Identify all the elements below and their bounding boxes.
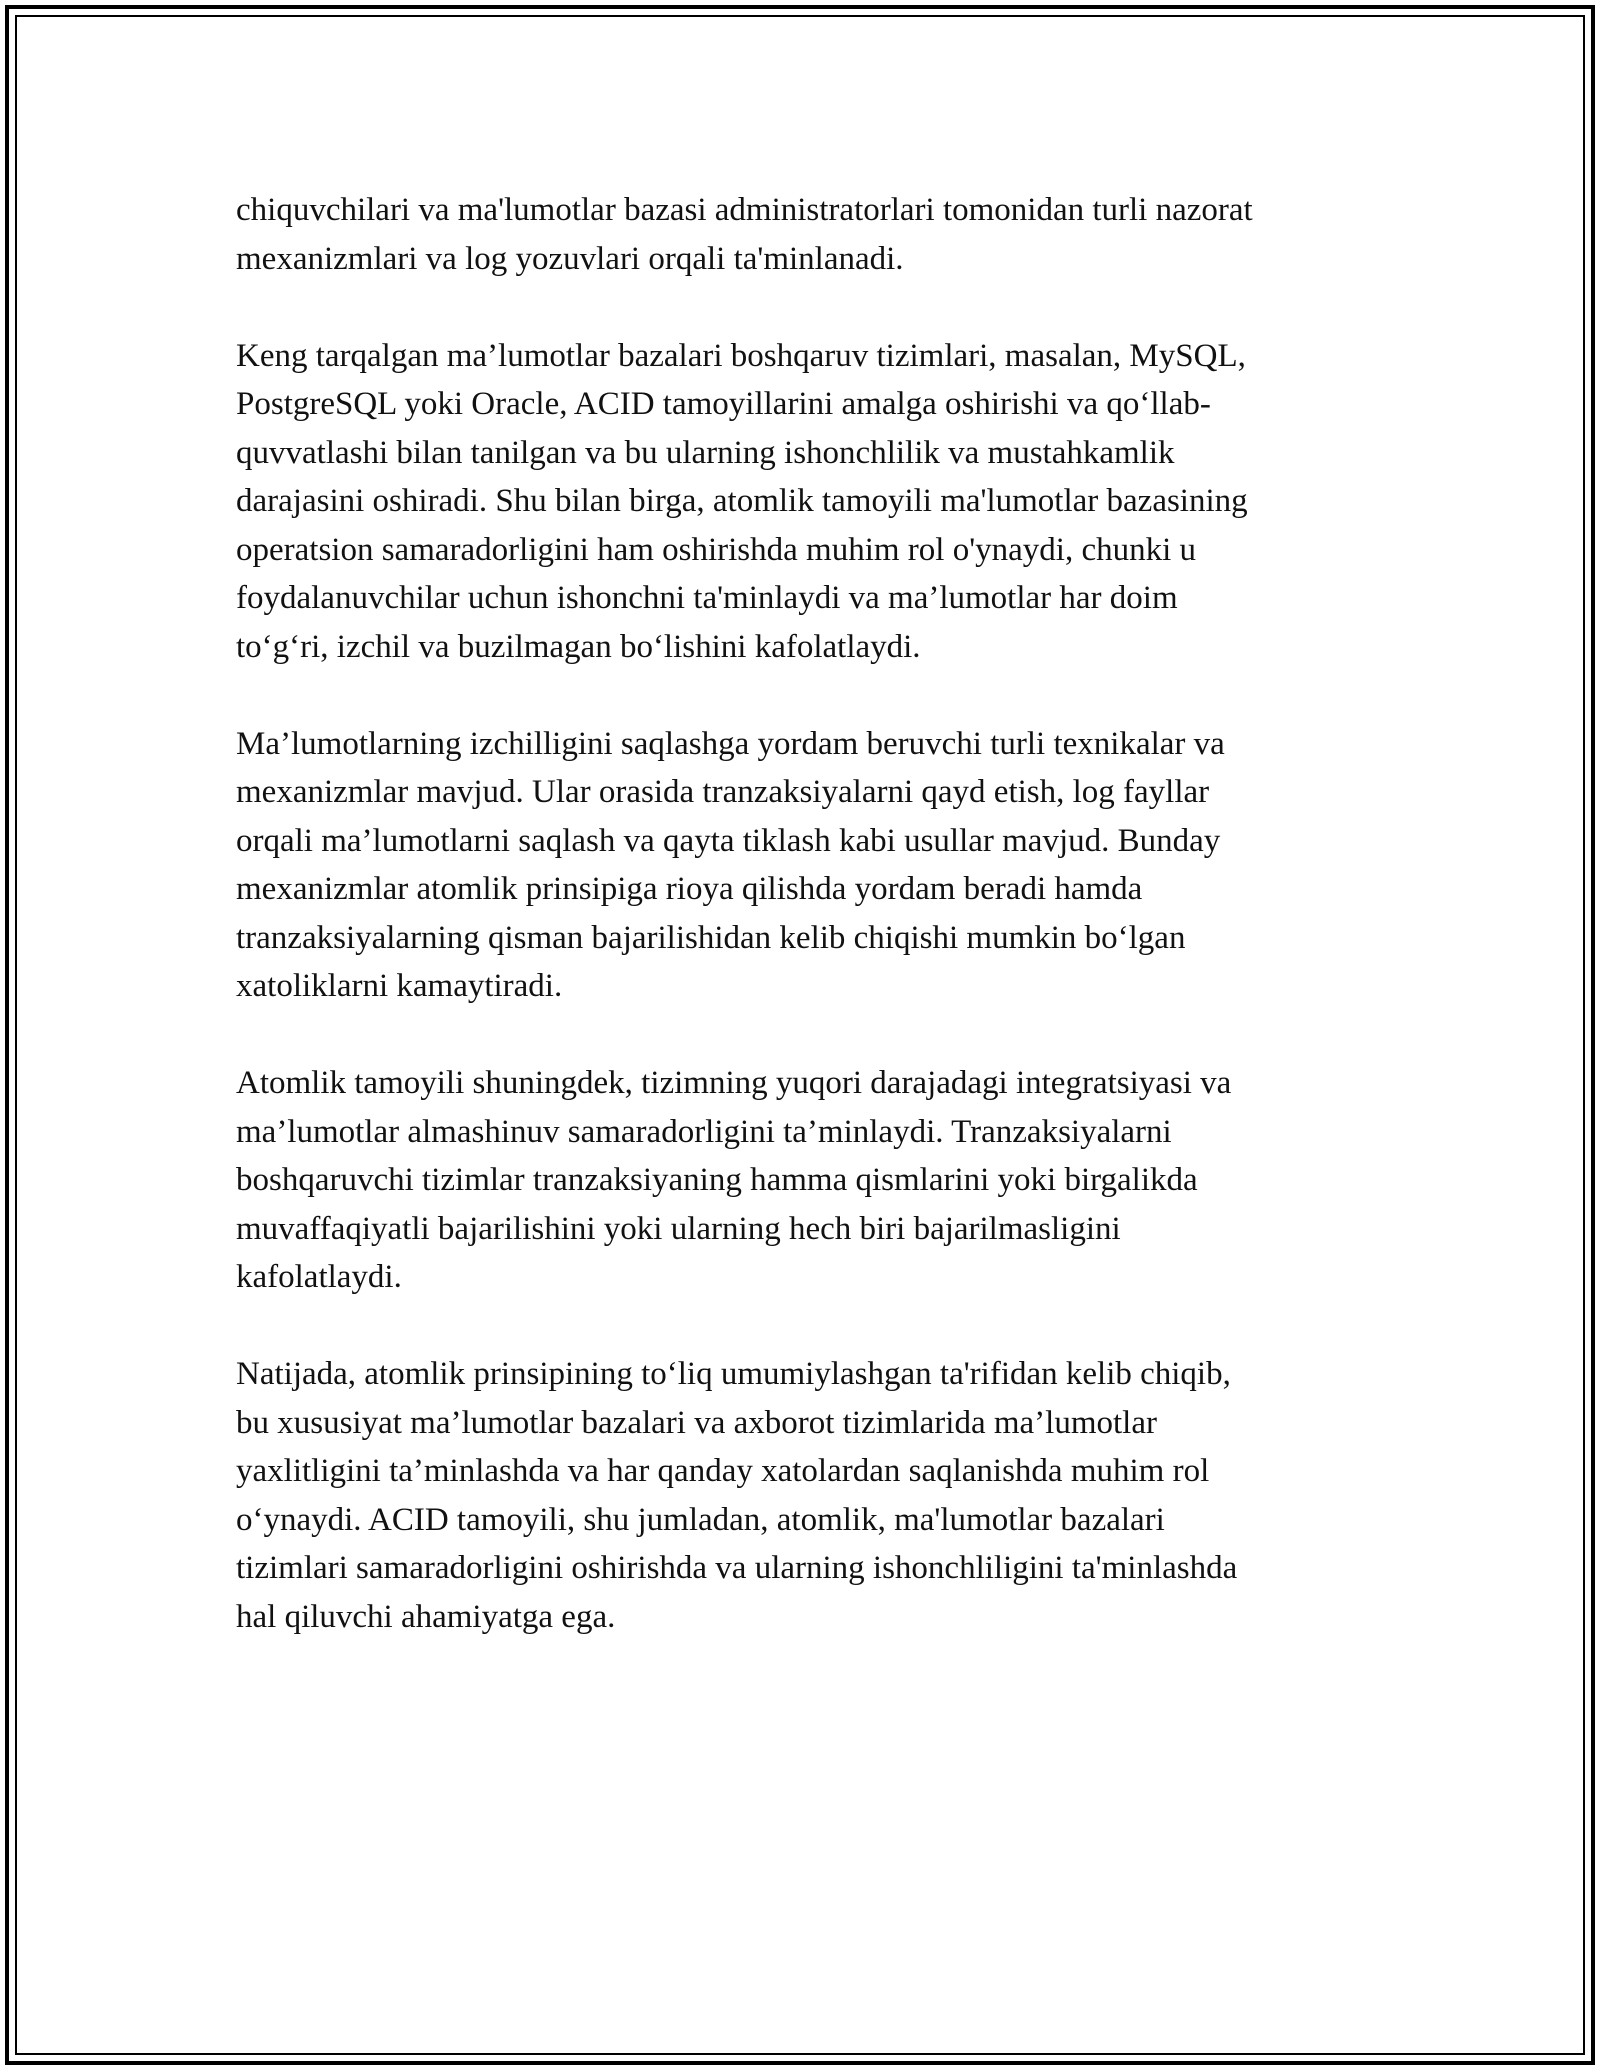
document-body xyxy=(236,186,1386,1690)
text-line: orqali ma’lumotlarni saqlash va qayta tiklash kabi usullar mavjud. Bunday xyxy=(236,822,1221,859)
text-line: Natijada, atomlik prinsipining to‘liq umumiylashgan ta'rifidan kelib chiqib, xyxy=(236,1356,1231,1392)
paragraph-5 xyxy=(236,1350,1386,1641)
text-line: Atomlik tamoyili shuningdek, tizimning yuqori darajadagi integratsiyasi va xyxy=(236,1065,1232,1101)
text-line: yaxlitligini ta’minlashda va har qanday xatolardan saqlanishda muhim rol xyxy=(236,1453,1210,1489)
text-line: hal qiluvchi ahamiyatga ega. xyxy=(236,1598,616,1635)
text-line: to‘g‘ri, izchil va buzilmagan bo‘lishini kafolatlaydi. xyxy=(236,628,921,665)
paragraph-2 xyxy=(236,332,1386,672)
paragraph-1 xyxy=(236,186,1386,283)
text-line: tranzaksiyalarning qisman bajarilishidan kelib chiqishi mumkin bo‘lgan xyxy=(236,919,1186,956)
paragraph-4 xyxy=(236,1059,1386,1302)
text-line: mexanizmlar mavjud. Ular orasida tranzaksiyalarni qayd etish, log fayllar xyxy=(236,774,1210,810)
text-line: boshqaruvchi tizimlar tranzaksiyaning hamma qismlarini yoki birgalikda xyxy=(236,1162,1198,1198)
text-line: Ma’lumotlarning izchilligini saqlashga yordam beruvchi turli texnikalar va xyxy=(236,725,1225,762)
text-line: Keng tarqalgan ma’lumotlar bazalari boshqaruv tizimlari, masalan, MySQL, xyxy=(236,337,1246,374)
text-line: kafolatlaydi. xyxy=(236,1259,402,1295)
text-line: bu xususiyat ma’lumotlar bazalari va axborot tizimlarida ma’lumotlar xyxy=(236,1404,1157,1441)
text-line: darajasini oshiradi. Shu bilan birga, atomlik tamoyili ma'lumotlar bazasining xyxy=(236,483,1248,519)
text-line: foydalanuvchilar uchun ishonchni ta'minlaydi va ma’lumotlar har doim xyxy=(236,580,1178,616)
text-line: ma’lumotlar almashinuv samaradorligini ta’minlaydi. Tranzaksiyalarni xyxy=(236,1113,1172,1150)
text-line: muvaffaqiyatli bajarilishini yoki ularning hech biri bajarilmasligini xyxy=(236,1210,1121,1247)
text-line: mexanizmlar atomlik prinsipiga rioya qilishda yordam beradi hamda xyxy=(236,871,1143,907)
text-line: quvvatlashi bilan tanilgan va bu ularning ishonchlilik va mustahkamlik xyxy=(236,434,1175,471)
text-line: o‘ynaydi. ACID tamoyili, shu jumladan, atomlik, ma'lumotlar bazalari xyxy=(236,1501,1165,1538)
text-line: tizimlari samaradorligini oshirishda va ularning ishonchliligini ta'minlashda xyxy=(236,1550,1238,1586)
text-line: chiquvchilari va ma'lumotlar bazasi administratorlari tomonidan turli nazorat xyxy=(236,192,1253,228)
text-line: xatoliklarni kamaytiradi. xyxy=(236,968,563,1004)
text-line: operatsion samaradorligini ham oshirishda muhim rol o'ynaydi, chunki u xyxy=(236,531,1197,568)
paragraph-3 xyxy=(236,720,1386,1011)
text-line: mexanizmlari va log yozuvlari orqali ta'minlanadi. xyxy=(236,240,904,277)
text-line: PostgreSQL yoki Oracle, ACID tamoyillarini amalga oshirishi va qo‘llab- xyxy=(236,386,1211,422)
